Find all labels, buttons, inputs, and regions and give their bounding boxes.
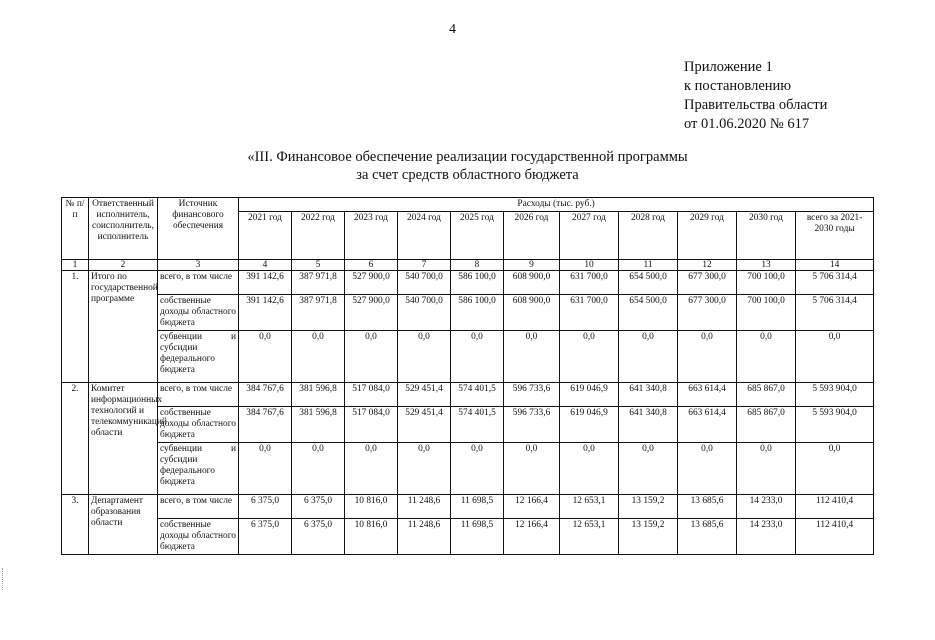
- year-value-cell: 540 700,0: [398, 295, 451, 331]
- year-value-cell: 0,0: [619, 443, 678, 495]
- header-year: 2026 год: [504, 212, 560, 260]
- year-value-cell: 0,0: [560, 443, 619, 495]
- table-row: [62, 331, 874, 383]
- total-value-cell: 5 706 314,4: [796, 271, 874, 295]
- year-value-cell: 12 166,4: [504, 495, 560, 519]
- appendix-line: Правительства области: [684, 97, 828, 113]
- column-index: 1: [62, 260, 89, 271]
- funding-source: субвенции и субсидии федерального бюджета: [158, 331, 239, 383]
- header-responsible: Ответственный исполнитель, соисполнитель, исполнитель: [89, 198, 158, 260]
- year-value-cell: 0,0: [678, 443, 737, 495]
- year-value-cell: 391 142,6: [239, 271, 292, 295]
- year-value-cell: 0,0: [345, 331, 398, 383]
- header-expenses: Расходы (тыс. руб.): [239, 198, 874, 212]
- column-index: 14: [796, 260, 874, 271]
- year-value-cell: 381 596,8: [292, 383, 345, 407]
- year-value-cell: 517 084,0: [345, 407, 398, 443]
- header-year: 2023 год: [345, 212, 398, 260]
- year-value-cell: 527 900,0: [345, 271, 398, 295]
- responsible-executor: Комитет информационных технологий и телекоммуникаций области: [89, 383, 158, 495]
- year-value-cell: 663 614,4: [678, 383, 737, 407]
- table-row: [62, 443, 874, 495]
- year-value-cell: 0,0: [292, 443, 345, 495]
- year-value-cell: 596 733,6: [504, 383, 560, 407]
- year-value-cell: 608 900,0: [504, 271, 560, 295]
- year-value-cell: 0,0: [619, 331, 678, 383]
- header-row: [62, 198, 874, 212]
- year-value-cell: 0,0: [504, 331, 560, 383]
- year-value-cell: 6 375,0: [292, 495, 345, 519]
- year-value-cell: 0,0: [398, 443, 451, 495]
- header-year: 2027 год: [560, 212, 619, 260]
- year-value-cell: 10 816,0: [345, 495, 398, 519]
- year-value-cell: 517 084,0: [345, 383, 398, 407]
- title-line: «III. Финансовое обеспечение реализации государственной программы: [247, 149, 688, 165]
- year-value-cell: 0,0: [239, 443, 292, 495]
- year-value-cell: 641 340,8: [619, 383, 678, 407]
- appendix-line: от 01.06.2020 № 617: [684, 116, 810, 132]
- year-value-cell: 685 867,0: [737, 407, 796, 443]
- year-value-cell: 6 375,0: [239, 495, 292, 519]
- table-row: [62, 383, 874, 407]
- year-value-cell: 10 816,0: [345, 519, 398, 555]
- table-row: [62, 271, 874, 295]
- table-row: [62, 295, 874, 331]
- year-value-cell: 654 500,0: [619, 271, 678, 295]
- year-value-cell: 384 767,6: [239, 407, 292, 443]
- year-value-cell: 596 733,6: [504, 407, 560, 443]
- year-value-cell: 0,0: [737, 443, 796, 495]
- year-value-cell: 540 700,0: [398, 271, 451, 295]
- year-value-cell: 608 900,0: [504, 295, 560, 331]
- year-value-cell: 0,0: [239, 331, 292, 383]
- table-row: [62, 495, 874, 519]
- year-value-cell: 685 867,0: [737, 383, 796, 407]
- year-value-cell: 13 159,2: [619, 519, 678, 555]
- year-value-cell: 6 375,0: [239, 519, 292, 555]
- year-value-cell: 677 300,0: [678, 271, 737, 295]
- year-value-cell: 586 100,0: [451, 271, 504, 295]
- total-value-cell: 112 410,4: [796, 495, 874, 519]
- year-value-cell: 6 375,0: [292, 519, 345, 555]
- total-value-cell: 5 706 314,4: [796, 295, 874, 331]
- year-value-cell: 574 401,5: [451, 407, 504, 443]
- column-index: 11: [619, 260, 678, 271]
- year-value-cell: 0,0: [737, 331, 796, 383]
- total-value-cell: 0,0: [796, 443, 874, 495]
- year-value-cell: 619 046,9: [560, 383, 619, 407]
- table-row: [62, 407, 874, 443]
- total-value-cell: 5 593 904,0: [796, 407, 874, 443]
- funding-source: собственные доходы областного бюджета: [158, 519, 239, 555]
- header-year-total: всего за 2021-2030 годы: [796, 212, 874, 260]
- year-value-cell: 619 046,9: [560, 407, 619, 443]
- header-year: 2028 год: [619, 212, 678, 260]
- year-value-cell: 631 700,0: [560, 295, 619, 331]
- appendix-line: Приложение 1: [684, 59, 773, 75]
- year-value-cell: 391 142,6: [239, 295, 292, 331]
- header-year: 2025 год: [451, 212, 504, 260]
- row-number: 2.: [62, 383, 89, 495]
- row-number: 1.: [62, 271, 89, 383]
- header-num: № п/п: [62, 198, 89, 260]
- column-index: 5: [292, 260, 345, 271]
- total-value-cell: 0,0: [796, 331, 874, 383]
- year-value-cell: 677 300,0: [678, 295, 737, 331]
- year-value-cell: 11 248,6: [398, 519, 451, 555]
- appendix-block: [684, 58, 827, 134]
- year-value-cell: 0,0: [504, 443, 560, 495]
- column-index: 13: [737, 260, 796, 271]
- year-value-cell: 586 100,0: [451, 295, 504, 331]
- year-value-cell: 663 614,4: [678, 407, 737, 443]
- title-line: за счет средств областного бюджета: [356, 167, 579, 183]
- funding-source: всего, в том числе: [158, 383, 239, 407]
- row-number: 3.: [62, 495, 89, 555]
- year-value-cell: 700 100,0: [737, 295, 796, 331]
- year-value-cell: 700 100,0: [737, 271, 796, 295]
- budget-table: [61, 197, 874, 555]
- year-value-cell: 0,0: [560, 331, 619, 383]
- year-value-cell: 527 900,0: [345, 295, 398, 331]
- year-value-cell: 0,0: [398, 331, 451, 383]
- year-value-cell: 641 340,8: [619, 407, 678, 443]
- column-index: 4: [239, 260, 292, 271]
- appendix-line: к постановлению: [684, 78, 792, 94]
- scan-artifact: [2, 568, 9, 590]
- header-year: 2029 год: [678, 212, 737, 260]
- column-index: 8: [451, 260, 504, 271]
- year-value-cell: 0,0: [451, 443, 504, 495]
- year-value-cell: 529 451,4: [398, 383, 451, 407]
- funding-source: всего, в том числе: [158, 271, 239, 295]
- year-value-cell: 384 767,6: [239, 383, 292, 407]
- column-index: 2: [89, 260, 158, 271]
- year-value-cell: 12 653,1: [560, 519, 619, 555]
- header-year: 2021 год: [239, 212, 292, 260]
- year-value-cell: 0,0: [292, 331, 345, 383]
- column-index: 9: [504, 260, 560, 271]
- year-value-cell: 631 700,0: [560, 271, 619, 295]
- funding-source: всего, в том числе: [158, 495, 239, 519]
- header-year: 2024 год: [398, 212, 451, 260]
- year-value-cell: 14 233,0: [737, 495, 796, 519]
- year-value-cell: 12 653,1: [560, 495, 619, 519]
- total-value-cell: 112 410,4: [796, 519, 874, 555]
- year-value-cell: 11 698,5: [451, 495, 504, 519]
- year-value-cell: 387 971,8: [292, 295, 345, 331]
- responsible-executor: Итого по государственной программе: [89, 271, 158, 383]
- year-value-cell: 13 685,6: [678, 519, 737, 555]
- column-index: 7: [398, 260, 451, 271]
- total-value-cell: 5 593 904,0: [796, 383, 874, 407]
- funding-source: субвенции и субсидии федерального бюджета: [158, 443, 239, 495]
- funding-source: собственные доходы областного бюджета: [158, 295, 239, 331]
- year-value-cell: 0,0: [345, 443, 398, 495]
- year-value-cell: 574 401,5: [451, 383, 504, 407]
- table-row: [62, 519, 874, 555]
- header-year: 2022 год: [292, 212, 345, 260]
- page-number: 4: [449, 22, 456, 37]
- funding-source: собственные доходы областного бюджета: [158, 407, 239, 443]
- column-index: 12: [678, 260, 737, 271]
- column-index: 3: [158, 260, 239, 271]
- year-value-cell: 654 500,0: [619, 295, 678, 331]
- year-value-cell: 381 596,8: [292, 407, 345, 443]
- header-source: Источник финансового обеспечения: [158, 198, 239, 260]
- year-value-cell: 12 166,4: [504, 519, 560, 555]
- year-value-cell: 13 159,2: [619, 495, 678, 519]
- responsible-executor: Департамент образования области: [89, 495, 158, 555]
- year-value-cell: 387 971,8: [292, 271, 345, 295]
- column-index-row: [62, 260, 874, 271]
- year-value-cell: 529 451,4: [398, 407, 451, 443]
- column-index: 10: [560, 260, 619, 271]
- column-index: 6: [345, 260, 398, 271]
- header-year: 2030 год: [737, 212, 796, 260]
- year-value-cell: 0,0: [678, 331, 737, 383]
- year-value-cell: 14 233,0: [737, 519, 796, 555]
- year-value-cell: 13 685,6: [678, 495, 737, 519]
- year-value-cell: 0,0: [451, 331, 504, 383]
- year-value-cell: 11 698,5: [451, 519, 504, 555]
- document-title: [0, 148, 935, 184]
- year-value-cell: 11 248,6: [398, 495, 451, 519]
